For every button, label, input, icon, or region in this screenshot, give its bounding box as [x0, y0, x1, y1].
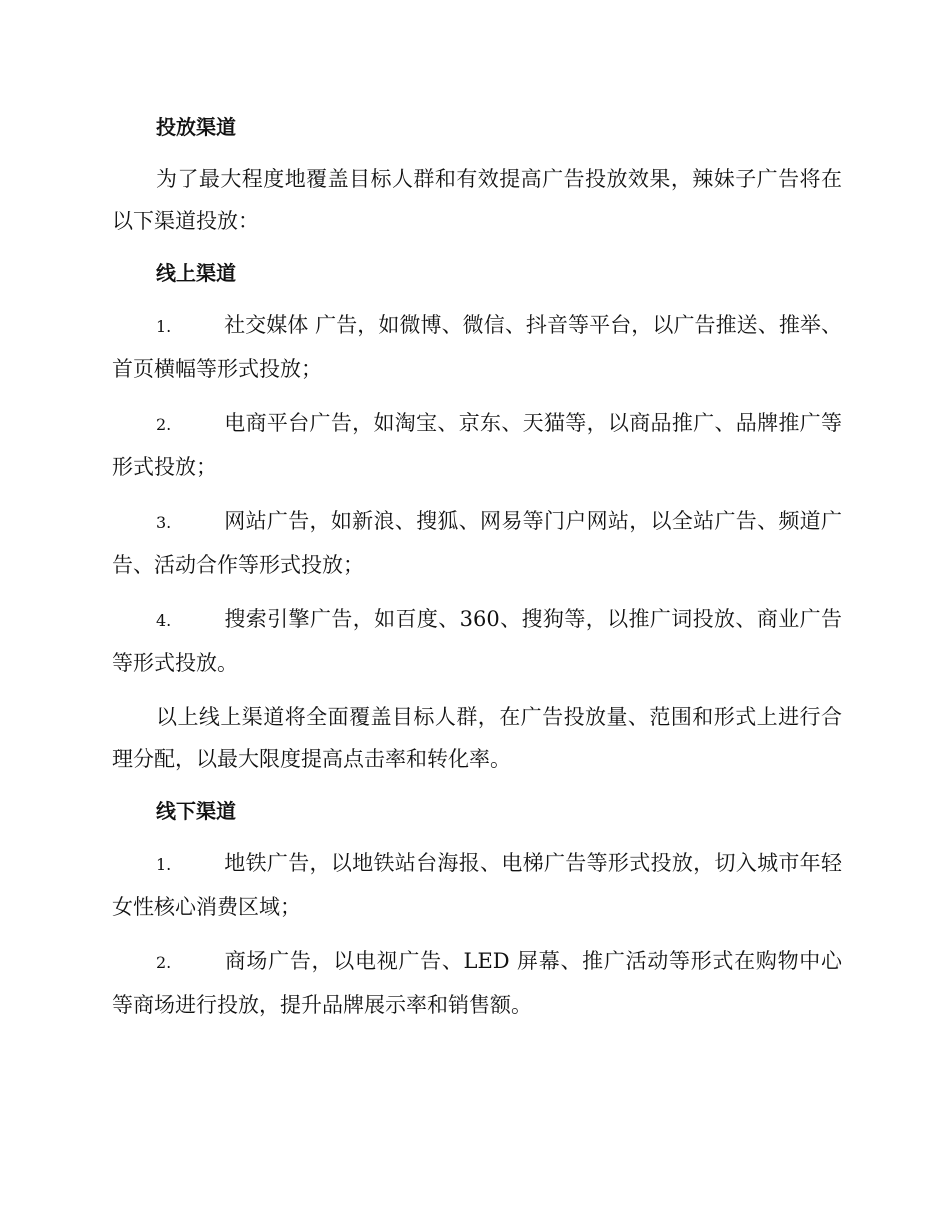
- list-number: 3.: [156, 513, 172, 532]
- list-item: [112, 940, 842, 1026]
- list-item-text: 地铁广告，以地铁站台海报、电梯广告等形式投放，切入城市年轻女性核心消费区域；: [112, 851, 842, 919]
- list-item: [112, 842, 842, 928]
- intro-paragraph: 为了最大程度地覆盖目标人群和有效提高广告投放效果，辣妹子广告将在以下渠道投放：: [112, 167, 842, 233]
- list-item-text: 电商平台广告，如淘宝、京东、天猫等，以商品推广、品牌推广等形式投放；: [112, 411, 842, 479]
- list-number: 2.: [156, 953, 172, 972]
- list-item: [112, 304, 842, 390]
- list-item-text: 商场广告，以电视广告、LED 屏幕、推广活动等形式在购物中心等商场进行投放，提升品牌展示率和销售额。: [112, 949, 842, 1017]
- list-item: [112, 500, 842, 586]
- list-number: 4.: [156, 611, 172, 630]
- list-item-text: 网站广告，如新浪、搜狐、网易等门户网站，以全站广告、频道广告、活动合作等形式投放；: [112, 509, 842, 577]
- list-number: 1.: [156, 317, 172, 336]
- online-summary-paragraph: 以上线上渠道将全面覆盖目标人群，在广告投放量、范围和形式上进行合理分配，以最大限度提高点击率和转化率。: [112, 705, 842, 771]
- document-body: [112, 108, 842, 1038]
- list-number: 2.: [156, 415, 172, 434]
- list-item-text: 搜索引擎广告，如百度、360、搜狗等，以推广词投放、商业广告等形式投放。: [112, 607, 842, 675]
- list-item-text: 社交媒体 广告，如微博、微信、抖音等平台，以广告推送、推举、首页横幅等形式投放；: [112, 313, 842, 381]
- offline-channels-heading: 线下渠道: [156, 799, 236, 823]
- list-item: [112, 402, 842, 488]
- section-heading: 投放渠道: [156, 115, 236, 139]
- online-channels-heading: 线上渠道: [156, 261, 236, 285]
- list-item: [112, 598, 842, 684]
- list-number: 1.: [156, 855, 172, 874]
